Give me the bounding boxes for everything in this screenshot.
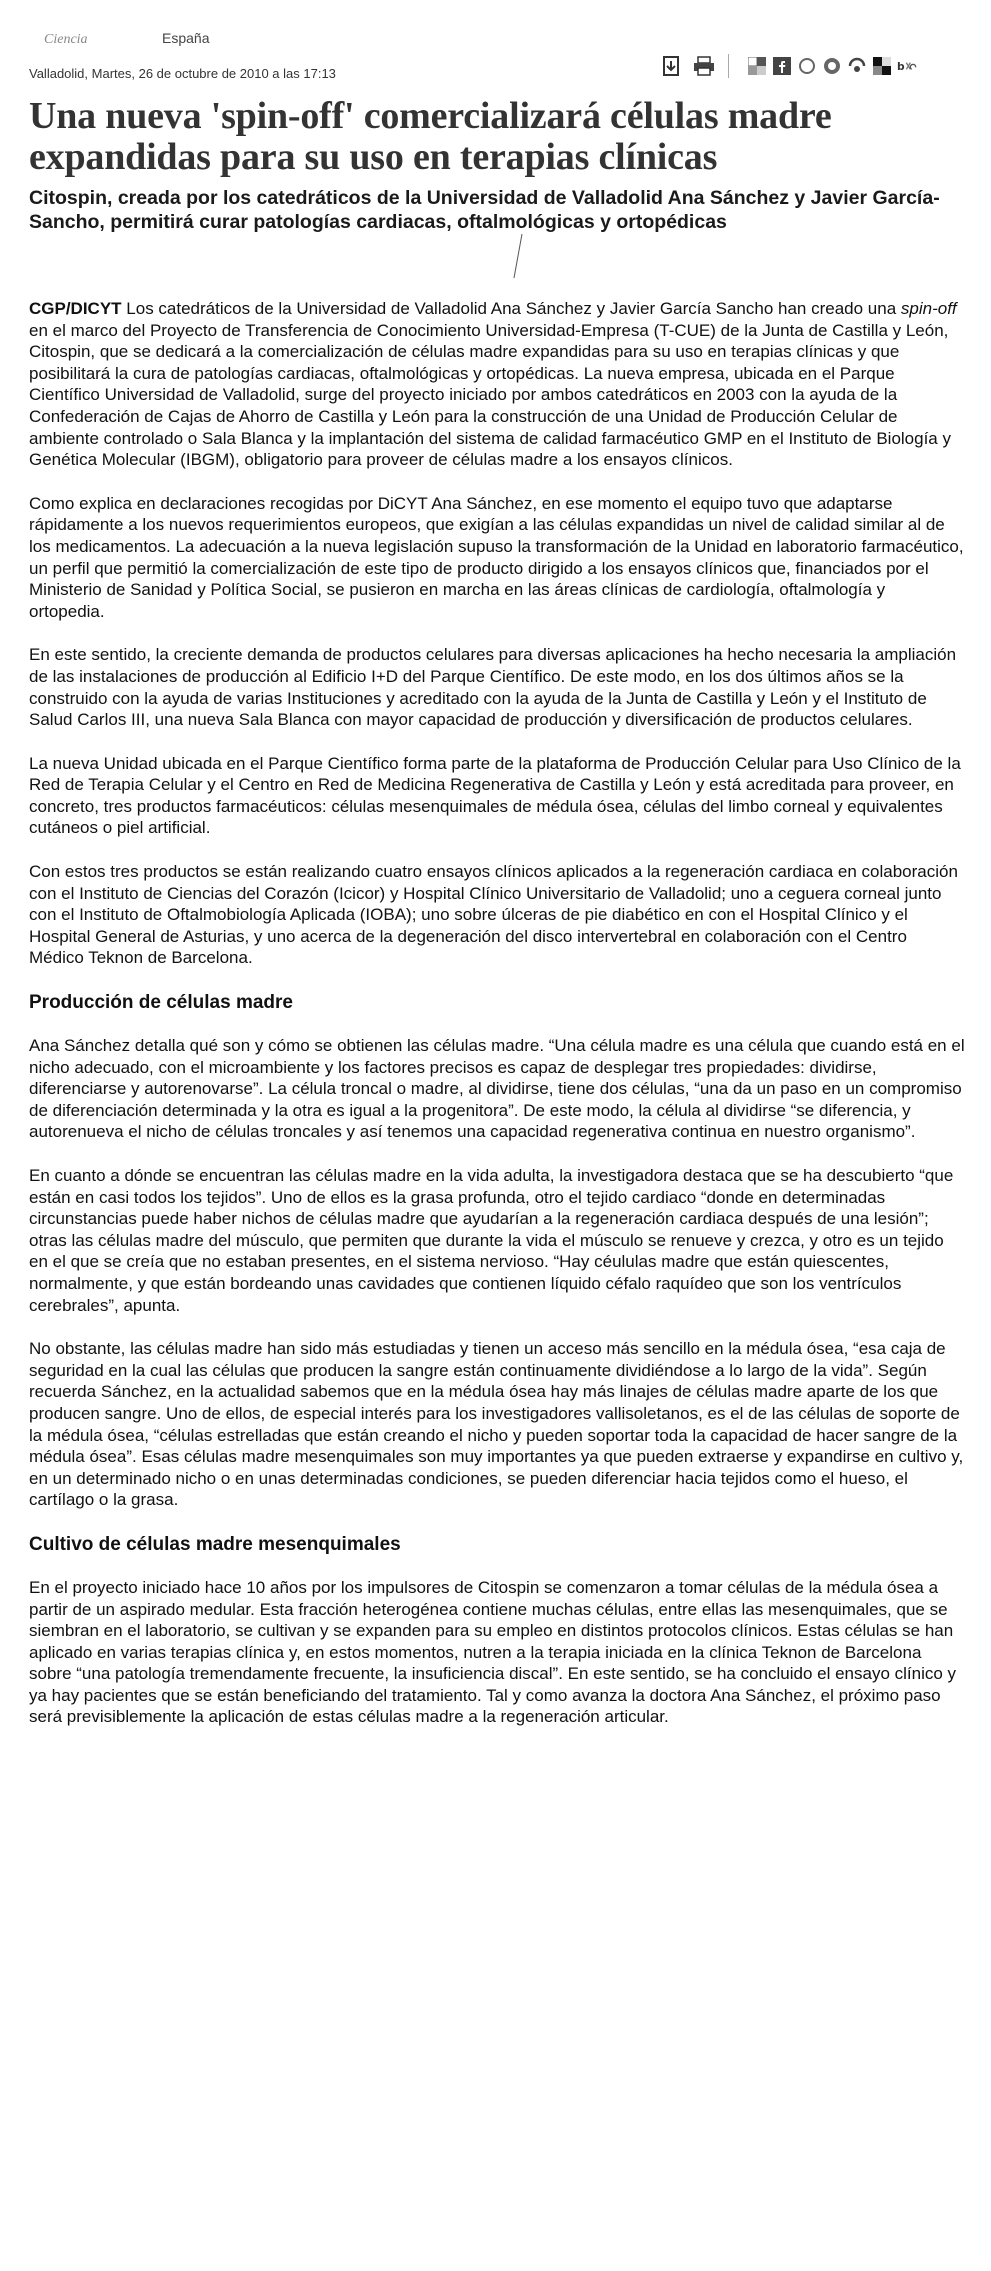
delicious-icon[interactable] xyxy=(747,56,767,76)
article-toolbar xyxy=(660,52,917,80)
paragraph-5: Con estos tres productos se están realizando cuatro ensayos clínicos aplicados a la regeneración cardiaca en colaboración con el Instituto de Ciencias del Corazón (Icicor) y Hospital Clínico Universitario de Valladolid; uno a ceguera corneal junto con el Instituto de Oftalmobiología Aplicada (IOBA); uno sobre úlceras de pie diabético en con el Hospital Clínico y el Hospital General de Asturias, y uno acerca de la degeneración del disco intervertebral en colaboración con el Centro Médico Teknon de Barcelona. xyxy=(29,862,958,968)
article-subtitle: Citospin, creada por los catedráticos de la Universidad de Valladolid Ana Sánchez y Javier García-Sancho, permitirá curar patologías cardiacas, oftalmológicas y ortopédicas xyxy=(29,187,940,233)
toolbar-divider xyxy=(728,54,729,78)
article-title: Una nueva 'spin-off' comercializará células madre expandidas para su uso en terapias clínicas xyxy=(29,95,832,178)
paragraph-9: En el proyecto iniciado hace 10 años por los impulsores de Citospin se comenzaron a tomar células de la médula ósea a partir de un aspirado medular. Esta fracción heterogénea contiene muchas células, entre ellas las mesenquimales, que se siembran en el laboratorio, se cultivan y se expanden para su empleo en distintos protocolos clínicos. Estas células se han aplicado en varias terapias clínica y, en estos momentos, nutren a la terapia iniciada en la clínica Teknon de Barcelona sobre “una patología tremendamente frecuente, la insuficiencia discal”. En este sentido, se ha concluido el ensayo clínico y ya hay pacientes que se están beneficiando del tratamiento. Tal y como avanza la doctora Ana Sánchez, el próximo paso será previsiblemente la aplicación de estas células madre a la regeneración articular. xyxy=(29,1577,957,1727)
paragraph-1-text-a: Los catedráticos de la Universidad de Valladolid Ana Sánchez y Javier García Sancho han creado una xyxy=(121,299,901,318)
paragraph-6: Ana Sánchez detalla qué son y cómo se obtienen las células madre. “Una célula madre es una célula que cuando está en el nicho adecuado, con el microambiente y los factores precisos es capaz de desplegar tres propiedades: dividirse, diferenciarse y autorenovarse”. La célula troncal o madre, al dividirse, tiene dos células, “una da un paso en un compromiso de diferenciación determinada y la otra es igual a la progenitora”. De este modo, la célula al dividirse “se diferencia, y autorenueva el nicho de células troncales y así tenemos una capacidad regenerativa continua en nuestro organismo”. xyxy=(29,1036,965,1142)
spin-off-term: spin-off xyxy=(900,299,957,318)
news-source: CGP/DICYT xyxy=(29,299,122,318)
paragraph-8: No obstante, las células madre han sido más estudiadas y tienen un acceso más sencillo en la médula ósea, “esa caja de seguridad en la cual las células que producen la sangre están continuamente dividiéndose a lo largo de la vida”. Según recuerda Sánchez, en la actualidad sabemos que en la médula ósea hay más linajes de células madre aparte de los que producen sangre. Uno de ellos, de especial interés para los investigadores vallisoletanos, es el de las células de soporte de la médula ósea, “células estrelladas que están creando el nicho y pueden soportar toda la capacidad de hacer sangre de la médula ósea”. Esas células madre mesenquimales son muy importantes ya que pueden extraerse y expandirse en cultivo y, en un determinado nicho o en unas determinadas condiciones, se pueden diferenciar hacia tejidos como el hueso, el cartílago o la grasa. xyxy=(29,1339,964,1510)
category-bar xyxy=(44,30,210,48)
paragraph-7: En cuanto a dónde se encuentran las células madre en la vida adulta, la investigadora destaca que se ha descubierto “que están en casi todos los tejidos”. Uno de ellos es la grasa profunda, otro el tejido cardiaco “donde en determinadas circunstancias puede haber nichos de células madre que ayudarían a la regeneración cardiaca después de una lesión”; otras las células madre del músculo, que permiten que durante la vida el músculo se renueve y crezca, y otro es un tejido en el que se creía que no estaban presentes, en el sistema nervioso. “Hay céululas madre que están quiescentes, normalmente, y que están bordeando unas cavidades que contienen líquido céfalo raquídeo que son los ventrículos cerebrales”, apunta. xyxy=(29,1166,954,1315)
section-link[interactable]: Ciencia xyxy=(44,32,88,47)
paragraph-3: En este sentido, la creciente demanda de productos celulares para diversas aplicaciones ha hecho necesaria la ampliación de las instalaciones de producción al Edificio I+D del Parque Científico. De este modo, en los dos últimos años se la construido con la ayuda de varias Instituciones y acreditado con la ayuda de la Junta de Castilla y León y el Instituto de Salud Carlos III, una nueva Sala Blanca con mayor capacidad de producción y diversificación de productos celulares. xyxy=(29,645,957,730)
technorati-icon[interactable] xyxy=(872,56,892,76)
share-bar xyxy=(747,56,917,76)
meneame-icon[interactable] xyxy=(797,56,817,76)
paragraph-2: Como explica en declaraciones recogidas por DiCYT Ana Sánchez, en ese momento el equipo tuvo que adaptarse rápidamente a los nuevos requerimientos europeos, que exigían a las células expandidas un nivel de calidad similar al de los medicamentos. La adecuación a la nueva legislación supuso la transformación de la Unidad en laboratorio farmacéutico, un perfil que permitió la comercialización de este tipo de producto dirigido a los ensayos clínicos que, financiados por el Ministerio de Sanidad y Política Social, se pusieron en marcha en las áreas clínicas de cardiología, oftalmología y ortopedia. xyxy=(29,493,964,621)
svg-text:b: b xyxy=(897,60,905,73)
facebook-icon[interactable] xyxy=(772,56,792,76)
pen-mark xyxy=(508,232,528,282)
paragraph-1-text-b: en el marco del Proyecto de Transferencia de Conocimiento Universidad-Empresa (T-CUE) de la Junta de Castilla y León, Citospin, que se dedicará a la comercialización de células madre expandidas para su uso en terapias clínicas y que posibilitará la cura de patologías cardiacas, oftalmológicas y ortopédicas. La nueva empresa, ubicada en el Parque Científico Universidad de Valladolid, surge del proyecto iniciado por ambos catedráticos en 2003 con la ayuda de la Confederación de Cajas de Ahorro de Castilla y León para la construcción de una Unidad de Producción Celular de ambiente controlado o Sala Blanca y la implantación del sistema de calidad farmacéutico GMP en el Instituto de Biología y Genética Molecular (IBGM), obligatorio para proveer de células madre a los ensayos clínicos. xyxy=(29,320,951,470)
paragraph-1 xyxy=(29,298,965,471)
region-link[interactable]: España xyxy=(162,30,210,46)
section-heading-production: Producción de células madre xyxy=(29,992,293,1014)
print-icon[interactable] xyxy=(692,54,716,78)
dateline: Valladolid, Martes, 26 de octubre de 2010 a las 17:13 xyxy=(29,66,336,81)
download-icon[interactable] xyxy=(660,54,684,78)
article-body xyxy=(29,298,965,1750)
digg-icon[interactable] xyxy=(822,56,842,76)
fresqui-icon[interactable] xyxy=(847,56,867,76)
paragraph-4: La nueva Unidad ubicada en el Parque Científico forma parte de la plataforma de Producción Celular para Uso Clínico de la Red de Terapia Celular y el Centro en Red de Medicina Regenerativa de Castilla y León y está acreditada para proveer, en concreto, tres productos farmacéuticos: células mesenquimales de médula ósea, células del limbo corneal y equivalentes cutáneos o piel artificial. xyxy=(29,753,961,838)
section-heading-cultivation: Cultivo de células madre mesenquimales xyxy=(29,1533,401,1555)
google-bookmarks-icon[interactable] xyxy=(897,56,917,76)
